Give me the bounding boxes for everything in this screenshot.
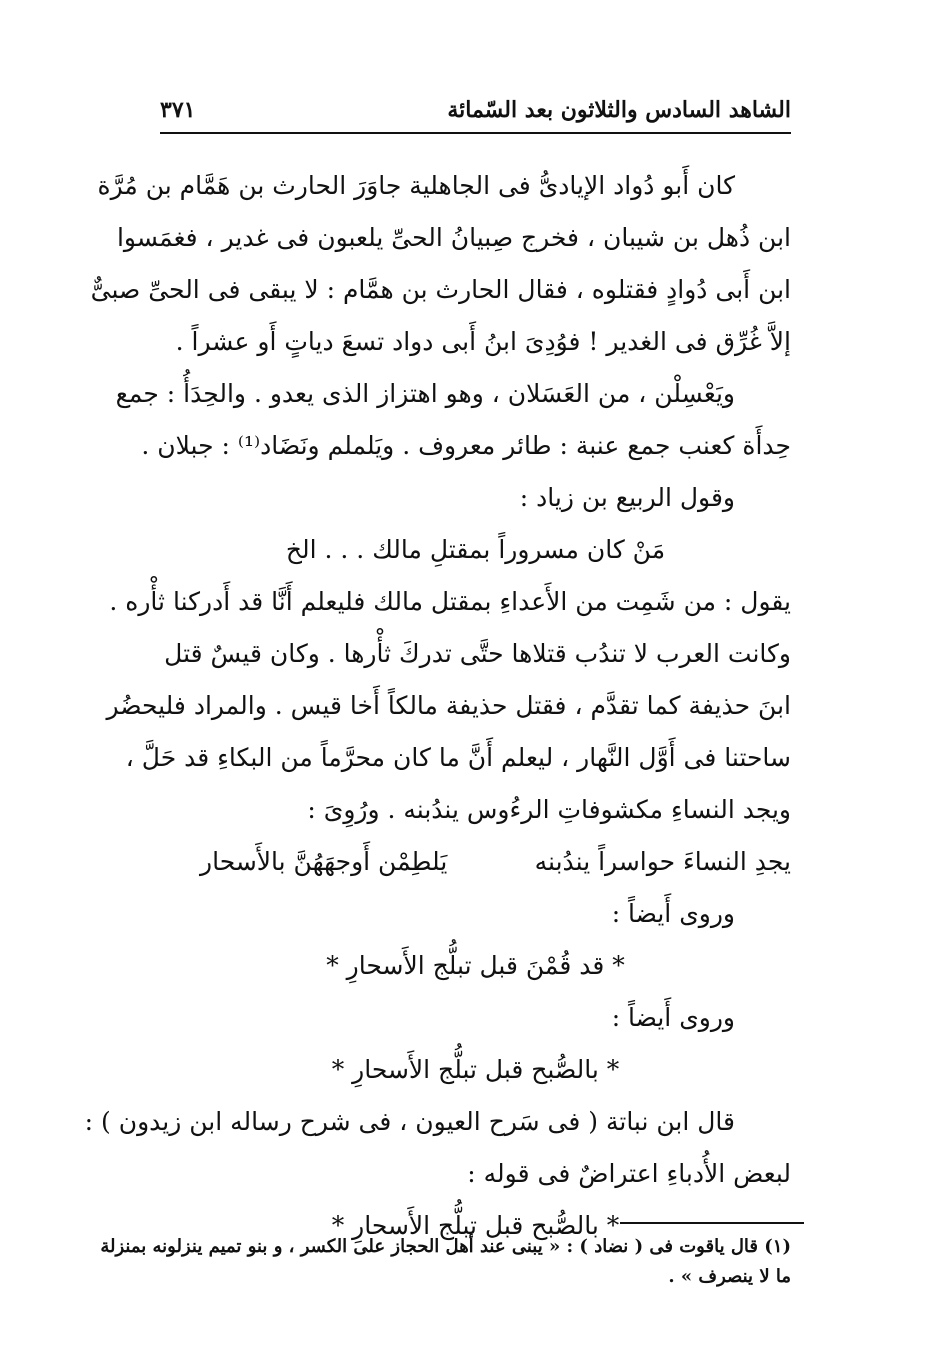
header-title: الشاهد السادس والثلاثون بعد السّمائة [447,97,791,123]
text-line: ابن ذُهل بن شيبان ، فخرج صِبيانُ الحىِّ يلعبون فى غدير ، فغمَسوا [116,223,791,252]
page-number: ٣٧١ [160,97,196,123]
text-line: ويَعْسِلْن ، من العَسَلان ، وهو اهتزاز الذى يعدو . والحِدَأُ : جمع [115,379,735,408]
verse-quote: * قد قُمْنَ قبل تبلُّج الأَسحارِ * [326,951,625,980]
text-line: إلاَّ غُرِّق فى الغدير ! فوُدِىَ ابنُ أَبى دواد تسعَ دياتٍ أَو عشراً . [175,327,791,356]
text-line: حِدأَة كعنب جمع عنبة : طائر معروف . ويَلملم ونَضَاد⁽¹⁾ : جبلان . [141,431,791,460]
text-line: ويجد النساءِ مكشوفاتِ الرءُوس يندُبنه . ورُوِىَ : [307,795,791,824]
verse-line [160,836,791,888]
header-rule [160,132,791,134]
text-line: وقول الربيع بن زياد : [519,483,735,512]
text-line: وروى أَيضاً : [611,1003,735,1032]
verse-first-hemistich: يجدِ النساءَ حواسراً يندُبنه [534,847,791,876]
text-line: يقول : من شَمِت من الأَعداءِ بمقتل مالك فليعلم أَنَّا قد أَدركنا ثأْره . [109,587,791,616]
running-header [160,90,791,130]
verse-second-hemistich: يَلطِمْن أَوجهَهُنَّ بالأَسحار [200,847,448,876]
text-line: وروى أَيضاً : [611,899,735,928]
text-line: وكانت العرب لا تندُب قتلاها حتَّى تدركَ ثأْرها . وكان قيسٌ قتل [164,639,791,668]
footnote-line: (١) قال ياقوت فى ( نضاد ) : « يبنى عند أهل الحجاز على الكسر ، و بنو تميم ينزلونه بمنزلة [100,1236,791,1257]
text-line: لبعض الأُدباءِ اعتراضٌ فى قوله : [467,1159,791,1188]
footnote [100,1232,791,1292]
verse-quote: * بالصُّبح قبل تبلُّج الأَسحارِ * [331,1211,620,1240]
text-line: قال ابن نباتة ( فى سَرح العيون ، فى شرح رساله ابن زيدون ) : [84,1107,735,1136]
body-text [84,160,791,1252]
text-line: ساحتنا فى أَوَّل النَّهار ، ليعلم أَنَّ ما كان محرَّماً من البكاءِ قد حَلَّ ، [125,743,791,772]
footnote-line: ما لا ينصرف » . [668,1266,791,1287]
verse-quote: * بالصُّبح قبل تبلُّج الأَسحارِ * [331,1055,620,1084]
text-line: ابنَ حذيفة كما تقدَّم ، فقتل حذيفة مالكاً أَخا قيس . والمراد فليحضُر [106,691,791,720]
text-line: ابن أَبى دُوادٍ فقتلوه ، فقال الحارث بن همَّام : لا يبقى فى الحىِّ صبىٌّ [90,275,791,304]
footnote-rule [620,1222,804,1224]
text-line: كان أَبو دُواد الإيادىُّ فى الجاهلية جاوَرَ الحارث بن هَمَّام بن مُرَّة [97,171,735,200]
verse-quote: مَنْ كان مسروراً بمقتلِ مالك . . . الخ [285,535,666,564]
